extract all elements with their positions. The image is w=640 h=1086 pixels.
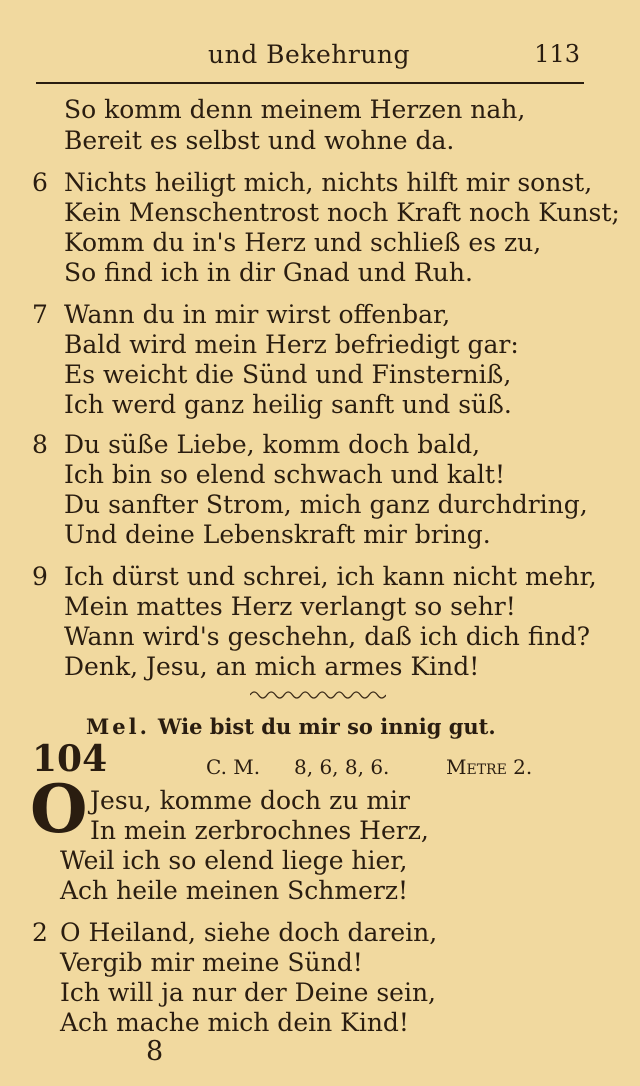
hymn-line: Weil ich so elend liege hier,	[60, 846, 408, 875]
verse-line: Du sanfter Strom, mich ganz durchdring,	[64, 490, 588, 519]
hymn-line: Ach mache mich dein Kind!	[60, 1008, 409, 1037]
tune-label: Mel.	[86, 714, 150, 739]
verse-number: 2	[32, 918, 48, 947]
verse-line: Mein mattes Herz verlangt so sehr!	[64, 592, 516, 621]
hymn-line: Vergib mir meine Sünd!	[60, 948, 363, 977]
wavy-ornament-divider	[250, 688, 386, 702]
verse-line: Ich bin so elend schwach und kalt!	[64, 460, 506, 489]
verse-line: So find ich in dir Gnad und Ruh.	[64, 258, 473, 287]
signature-mark: 8	[146, 1036, 164, 1067]
tune-line	[86, 714, 496, 739]
hymn-line: Ach heile meinen Schmerz!	[60, 876, 409, 905]
metre-label: Metre 2.	[446, 755, 533, 779]
verse-line: Wann du in mir wirst offenbar,	[64, 300, 451, 329]
hymn-line: Ich will ja nur der Deine sein,	[60, 978, 437, 1007]
verse-line: Kein Menschentrost noch Kraft noch Kunst;	[64, 198, 620, 227]
verse-line: Du süße Liebe, komm doch bald,	[64, 430, 481, 459]
verse-line: Ich dürst und schrei, ich kann nicht mehr,	[64, 562, 597, 591]
running-title: und Bekehrung	[208, 40, 411, 69]
header-rule	[36, 82, 584, 84]
drop-cap: O	[30, 770, 88, 848]
verse-number: 6	[32, 168, 48, 197]
page-header	[0, 40, 640, 80]
verse-line: Es weicht die Sünd und Finsterniß,	[64, 360, 512, 389]
verse-line: Komm du in's Herz und schließ es zu,	[64, 228, 542, 257]
hymn-number: 104	[32, 738, 108, 780]
verse-line: Bald wird mein Herz befriedigt gar:	[64, 330, 519, 359]
tune-name: Wie bist du mir so innig gut.	[157, 714, 496, 739]
verse-number: 7	[32, 300, 48, 329]
hymn-line: O Heiland, siehe doch darein,	[60, 918, 438, 947]
page-number: 113	[534, 40, 580, 68]
verse-line: Denk, Jesu, an mich armes Kind!	[64, 652, 480, 681]
verse-line: Und deine Lebenskraft mir bring.	[64, 520, 491, 549]
meter-pattern: 8, 6, 8, 6.	[294, 755, 390, 779]
verse-number: 9	[32, 562, 48, 591]
hymn-line: Jesu, komme doch zu mir	[90, 786, 410, 815]
verse-line: Nichts heiligt mich, nichts hilft mir sonst,	[64, 168, 593, 197]
meter-code: C. M.	[206, 755, 261, 779]
continued-line: So komm denn meinem Herzen nah,	[64, 95, 526, 124]
verse-number: 8	[32, 430, 48, 459]
verse-line: Ich werd ganz heilig sanft und süß.	[64, 390, 512, 419]
verse-line: Wann wird's geschehn, daß ich dich find?	[64, 622, 591, 651]
hymn-line: In mein zerbrochnes Herz,	[90, 816, 429, 845]
continued-line: Bereit es selbst und wohne da.	[64, 126, 455, 155]
